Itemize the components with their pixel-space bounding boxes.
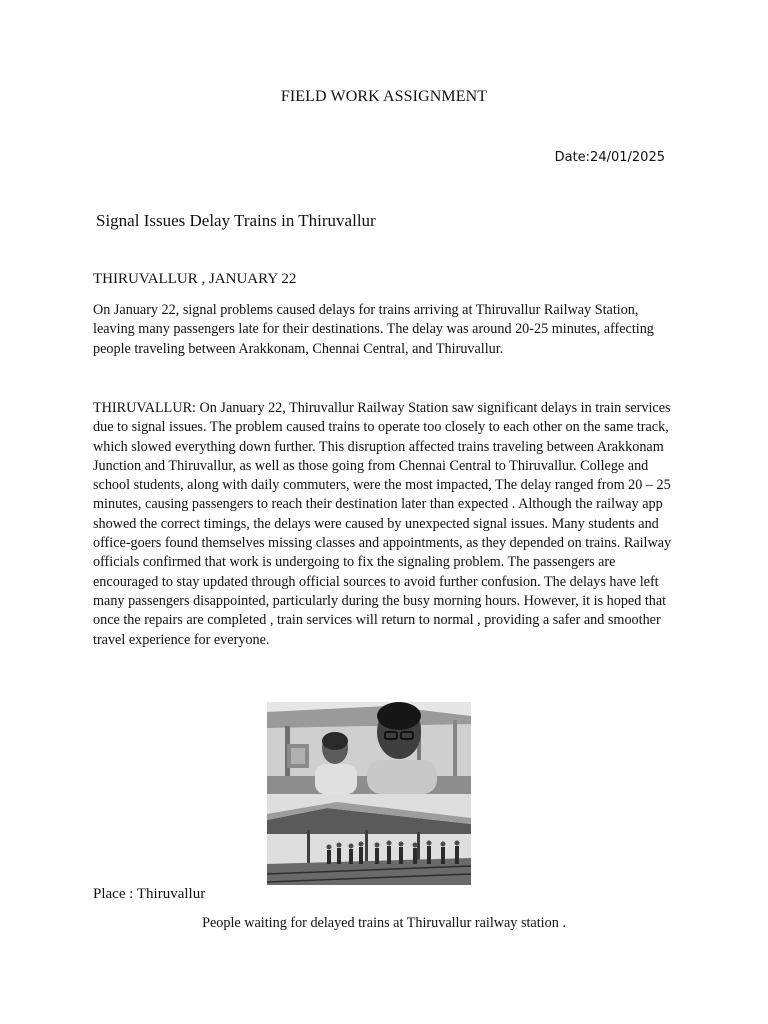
document-date: Date:24/01/2025	[554, 150, 665, 165]
body-paragraph: THIRUVALLUR: On January 22, Thiruvallur Railway Station saw significant delays in train services due to signal issues. The problem caused trains to operate too closely to each other on the same track, which slowed everything down further. This disruption affected trains traveling between Arakkonam Junction and Thiruvallur, as well as those going from Chennai Central to Thiruvallur. College and school students, along with daily commuters, were the most impacted, The delay ranged from 20 – 25 minutes, causing passengers to reach their destination later than expected . Although the railway app showed the correct timings, the delays were caused by unexpected signal issues. Many students and office-goers found themselves missing classes and appointments, as they depended on trains. Railway officials confirmed that work is undergoing to fix the signaling problem. The passengers are encouraged to stay updated through official sources to avoid further confusion. The delays have left many passengers disappointed, particularly during the busy morning hours. However, it is hoped that once the repairs are completed , train services will return to normal , providing a safer and smoother travel experience for everyone.	[93, 400, 672, 648]
lead-paragraph: On January 22, signal problems caused delays for trains arriving at Thiruvallur Railway Station, leaving many passengers late for their destinations. The delay was around 20-25 minutes, affecting people traveling between Arakkonam, Chennai Central, and Thiruvallur.	[93, 302, 654, 357]
platform-photo	[267, 794, 471, 885]
photo-caption: People waiting for delayed trains at Thiruvallur railway station .	[202, 915, 566, 931]
news-headline: Signal Issues Delay Trains in Thiruvallur	[96, 211, 376, 230]
selfie-photo	[267, 702, 471, 794]
place-label: Place : Thiruvallur	[93, 886, 206, 902]
document-title: FIELD WORK ASSIGNMENT	[280, 88, 488, 105]
news-dateline: THIRUVALLUR , JANUARY 22	[93, 271, 297, 287]
